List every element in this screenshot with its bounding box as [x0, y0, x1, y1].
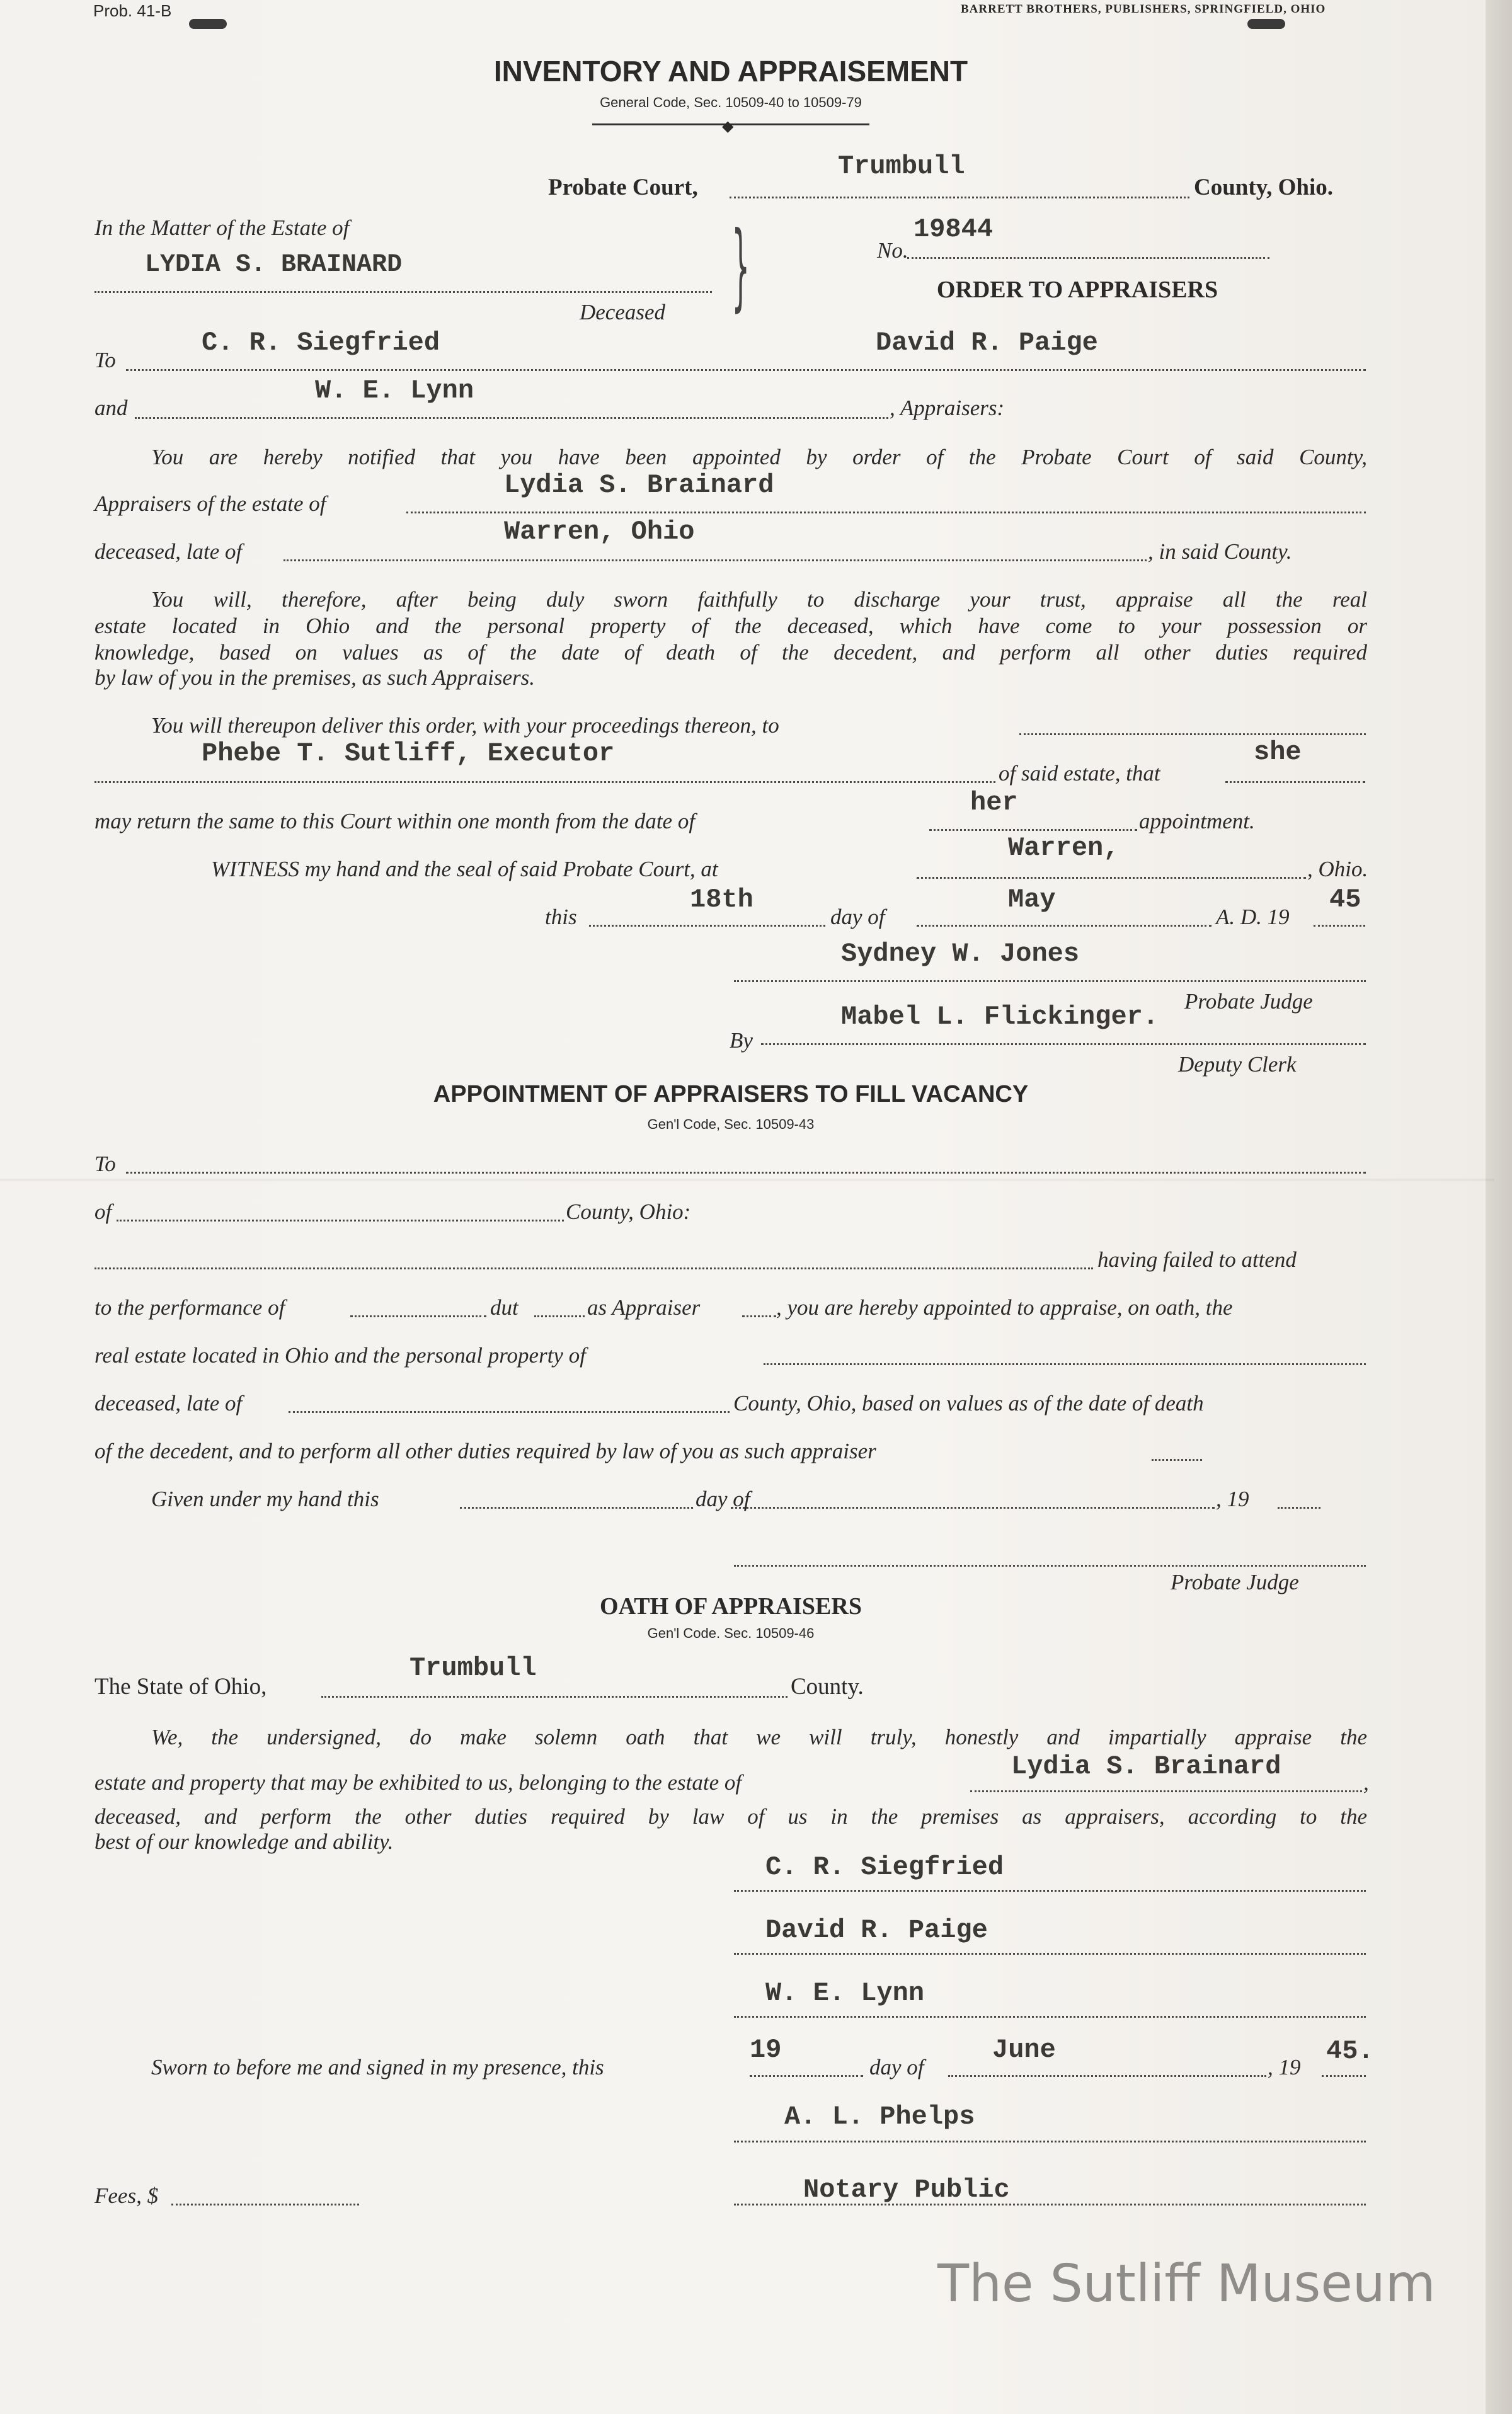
month-value: May	[1008, 884, 1056, 915]
notary-signature-line	[734, 2141, 1366, 2142]
notary-name: A. L. Phelps	[784, 2102, 975, 2132]
oath-line-3: deceased, and perform the other duties required by law of us in the premises as appraisers, according to the	[94, 1804, 1367, 1829]
vacancy-failed-line	[94, 1267, 1093, 1269]
vacancy-perf-2: dut	[490, 1295, 518, 1320]
vacancy-title: APPOINTMENT OF APPRAISERS TO FILL VACANCY	[433, 1081, 1029, 1107]
to-label: To	[94, 348, 116, 372]
appraisers-label: , Appraisers:	[890, 396, 1005, 420]
oath-estate-name: Lydia S. Brainard	[1011, 1751, 1281, 1782]
no-label: No.	[877, 238, 908, 263]
oath-signature-3: W. E. Lynn	[765, 1978, 925, 2008]
vacancy-given-line-2	[731, 1507, 1215, 1509]
oath-line-4: best of our knowledge and ability.	[94, 1829, 394, 1854]
vacancy-late-line	[289, 1411, 730, 1413]
oath-signature-line-1	[734, 1890, 1366, 1892]
vacancy-given-3: , 19	[1216, 1487, 1249, 1511]
publisher: BARRETT BROTHERS, PUBLISHERS, SPRINGFIELD, OHIO	[961, 3, 1326, 16]
pronoun-2: her	[970, 787, 1018, 818]
vacancy-given-2: day of	[696, 1487, 750, 1511]
estate-of-label: Appraisers of the estate of	[94, 491, 326, 516]
vacancy-failed-label: having failed to attend	[1097, 1247, 1297, 1272]
vacancy-perf-3: as Appraiser	[587, 1295, 701, 1320]
vacancy-perf-1: to the performance of	[94, 1295, 285, 1320]
vacancy-judge-label: Probate Judge	[1171, 1570, 1299, 1594]
oath-line-1: We, the undersigned, do make solemn oath that we will truly, honestly and impartially appraise the	[151, 1725, 1367, 1749]
year-value: 45	[1329, 884, 1361, 915]
duty-line-1: You will, therefore, after being duly sworn faithfully to discharge your trust, appraise all the real	[151, 587, 1367, 612]
vacancy-perf-line-3	[742, 1315, 776, 1317]
judge-signature-line	[734, 980, 1366, 982]
decedent-line	[94, 291, 712, 293]
brace-icon: }	[731, 212, 750, 321]
page-edge	[1486, 0, 1512, 2414]
vacancy-appraiser-line	[1152, 1459, 1202, 1461]
oath-county-value: Trumbull	[410, 1653, 537, 1683]
pronoun-1: she	[1254, 737, 1302, 767]
decedent-name: LYDIA S. BRAINARD	[145, 251, 403, 279]
ohio-label: , Ohio.	[1307, 857, 1368, 881]
fees-line	[171, 2204, 359, 2205]
oath-signature-line-3	[734, 2016, 1366, 2018]
vacancy-perf-line-2	[534, 1315, 585, 1317]
sworn-day-of: day of	[869, 2055, 924, 2079]
executor-line	[94, 781, 995, 783]
judge-label: Probate Judge	[1184, 989, 1313, 1014]
day-value: 18th	[690, 884, 753, 915]
this-label: this	[545, 905, 577, 929]
day-line	[589, 925, 825, 927]
may-return-label: may return the same to this Court within one month from the date of	[94, 809, 696, 833]
vacancy-of-label: of	[94, 1199, 112, 1224]
sworn-year-line	[1322, 2075, 1366, 2077]
late-of-label: deceased, late of	[94, 539, 243, 564]
oath-code: Gen'l Code. Sec. 10509-46	[647, 1625, 815, 1641]
sworn-label: Sworn to before me and signed in my presence, this	[151, 2055, 604, 2079]
oath-signature-line-2	[734, 1953, 1366, 1955]
vacancy-to-line	[126, 1172, 1366, 1174]
museum-watermark: The Sutliff Museum	[937, 2254, 1436, 2314]
estate-of-line	[406, 512, 1366, 513]
sworn-day: 19	[750, 2035, 782, 2065]
clerk-signature-line	[761, 1043, 1366, 1045]
matter-label: In the Matter of the Estate of	[94, 215, 350, 240]
witness-place: Warren,	[1008, 833, 1120, 863]
oath-comma: ,	[1363, 1770, 1369, 1795]
vacancy-given-line-3	[1278, 1507, 1320, 1509]
judge-name: Sydney W. Jones	[841, 939, 1080, 969]
county-label: County, Ohio.	[1194, 174, 1334, 200]
witness-label: WITNESS my hand and the seal of said Probate Court, at	[211, 857, 718, 881]
form-number: Prob. 41-B	[93, 1, 172, 20]
witness-line	[917, 877, 1306, 879]
binder-clip-left	[189, 19, 227, 29]
oath-signature-1: C. R. Siegfried	[765, 1852, 1004, 1882]
ornament-icon: ◆	[722, 118, 734, 135]
sworn-day-line	[750, 2075, 863, 2077]
vacancy-county-label: County, Ohio:	[566, 1199, 691, 1224]
vacancy-of-line	[117, 1220, 564, 1221]
appointment-line	[929, 829, 1137, 831]
clerk-name: Mabel L. Flickinger.	[841, 1002, 1159, 1032]
general-code: General Code, Sec. 10509-40 to 10509-79	[600, 94, 862, 110]
county-line	[730, 197, 1189, 198]
vacancy-code: Gen'l Code, Sec. 10509-43	[647, 1116, 815, 1132]
by-label: By	[730, 1028, 753, 1053]
appraiser-3: W. E. Lynn	[315, 375, 474, 406]
oath-signature-2: David R. Paige	[765, 1915, 988, 1945]
estate-name: Lydia S. Brainard	[504, 470, 774, 500]
deceased-label: Deceased	[580, 300, 666, 324]
clerk-label: Deputy Clerk	[1178, 1052, 1297, 1077]
deliver-to-line	[1019, 733, 1366, 735]
vacancy-late-1: deceased, late of	[94, 1391, 243, 1416]
executor-name: Phebe T. Sutliff, Executor	[202, 738, 615, 769]
case-number: 19844	[914, 214, 994, 244]
oath-estate-line	[970, 1790, 1362, 1792]
document-title: INVENTORY AND APPRAISEMENT	[493, 55, 968, 88]
duty-line-2: estate located in Ohio and the personal property of the deceased, which have come to your possession or	[94, 614, 1367, 638]
year-line	[1314, 925, 1365, 927]
month-line	[917, 925, 1211, 927]
vacancy-given-line-1	[460, 1507, 693, 1509]
pronoun-line	[1225, 781, 1365, 783]
duty-line-3: knowledge, based on values as of the date of death of the decedent, and perform all other duties required	[94, 640, 1367, 665]
appraiser-1: C. R. Siegfried	[202, 328, 440, 358]
ad-label: A. D. 19	[1216, 905, 1290, 929]
appointment-label: appointment.	[1139, 809, 1255, 833]
vacancy-given-1: Given under my hand this	[151, 1487, 379, 1511]
fold-crease	[0, 1178, 1494, 1182]
late-of-line	[284, 559, 1147, 561]
notary-title: Notary Public	[803, 2175, 1010, 2205]
sworn-month: June	[992, 2035, 1056, 2065]
late-of-value: Warren, Ohio	[504, 517, 695, 547]
court-label: Probate Court,	[548, 174, 698, 200]
oath-county-label: County.	[791, 1674, 864, 1700]
notice-line-1: You are hereby notified that you have been appointed by order of the Probate Court of said County,	[151, 445, 1367, 469]
to-line	[126, 369, 1366, 371]
fees-label: Fees, $	[94, 2183, 159, 2208]
oath-line-2: estate and property that may be exhibited to us, belonging to the estate of	[94, 1770, 742, 1795]
vacancy-to-label: To	[94, 1152, 116, 1176]
day-of-label: day of	[830, 905, 885, 929]
vacancy-real-estate: real estate located in Ohio and the personal property of	[94, 1343, 586, 1368]
case-number-line	[907, 257, 1269, 259]
order-title: ORDER TO APPRAISERS	[936, 277, 1218, 303]
vacancy-judge-line	[734, 1565, 1366, 1567]
appraiser-2: David R. Paige	[876, 328, 1098, 358]
oath-title: OATH OF APPRAISERS	[600, 1593, 862, 1620]
and-label: and	[94, 396, 128, 420]
in-county-label: , in said County.	[1148, 539, 1292, 564]
sworn-year: 45.	[1326, 2036, 1374, 2066]
binder-clip-right	[1247, 19, 1285, 29]
deliver-line: You will thereupon deliver this order, with your proceedings thereon, to	[151, 713, 779, 738]
state-label: The State of Ohio,	[94, 1674, 267, 1700]
of-estate-label: of said estate, that	[999, 761, 1160, 786]
oath-county-line	[321, 1696, 788, 1698]
and-line	[135, 417, 888, 419]
vacancy-perf-line-1	[350, 1315, 486, 1317]
vacancy-late-2: County, Ohio, based on values as of the date of death	[733, 1391, 1204, 1416]
vacancy-perf-4: , you are hereby appointed to appraise, on oath, the	[776, 1295, 1233, 1320]
duty-line-4: by law of you in the premises, as such Appraisers.	[94, 665, 535, 690]
sworn-year-prefix: , 19	[1268, 2055, 1301, 2079]
vacancy-decedent-line: of the decedent, and to perform all other duties required by law of you as such appraiser	[94, 1439, 876, 1463]
county-value: Trumbull	[838, 151, 965, 181]
sworn-month-line	[948, 2075, 1266, 2077]
vacancy-real-estate-line	[764, 1363, 1366, 1365]
